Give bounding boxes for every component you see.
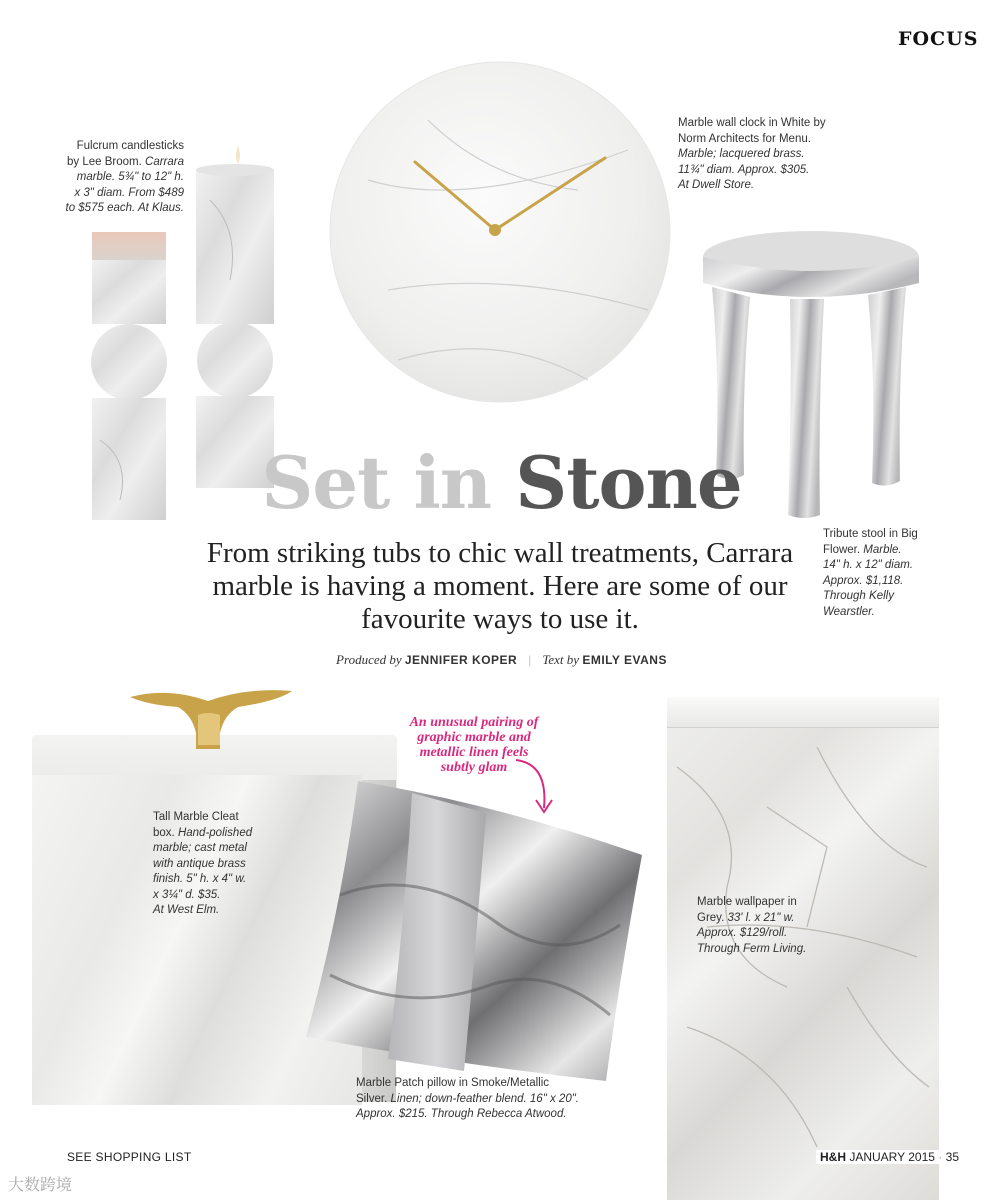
watermark: 大数跨境	[8, 1177, 73, 1194]
credits	[0, 652, 1003, 668]
credits-separator: |	[528, 652, 532, 667]
writer-name: EMILY EVANS	[582, 653, 667, 667]
text-label: Text by	[542, 652, 580, 667]
dek-text: From striking tubs to chic wall treatments, Carrara marble is having a moment. Here are some of our favourite ways to use it.	[206, 537, 794, 635]
stool-caption: Tribute stool in Big Flower. Marble. 14" h. x 12" diam. Approx. $1,118. Through Kelly Wearstler.	[823, 528, 918, 618]
see-shopping-list-link[interactable]: SEE SHOPPING LIST	[67, 1150, 192, 1164]
headline	[0, 440, 1003, 525]
pillow-image	[300, 775, 655, 1095]
folio	[816, 1150, 963, 1164]
section-label: FOCUS	[898, 28, 979, 50]
wallpaper-veins	[667, 727, 939, 1200]
wallpaper-roll-top	[667, 697, 939, 728]
headline-part-2: Stone	[515, 440, 742, 525]
folio-separator: ·	[938, 1150, 943, 1164]
wall-clock-image	[328, 60, 672, 404]
pillow-callout: An unusual pairing of graphic marble and metallic linen feels subtly glam	[409, 715, 539, 775]
candlesticks-caption: Fulcrum candlesticks by Lee Broom. Carrara marble. 5¾" to 12" h. x 3" diam. From $489 to $575 each. At Klaus.	[65, 140, 184, 214]
headline-part-1: Set in	[261, 440, 492, 525]
page-number: 35	[945, 1150, 959, 1164]
produced-label: Produced by	[336, 652, 402, 667]
issue-date: JANUARY 2015	[849, 1150, 935, 1164]
magazine-brand: H&H	[820, 1150, 846, 1164]
wallpaper-caption: Marble wallpaper in Grey. 33' l. x 21" w. Approx. $129/roll. Through Ferm Living.	[697, 896, 807, 955]
clock-caption: Marble wall clock in White by Norm Architects for Menu. Marble; lacquered brass. 11¾" diam. Approx. $305. At Dwell Store.	[678, 117, 826, 191]
producer-name: JENNIFER KOPER	[404, 653, 518, 667]
brass-cleat-handle	[128, 685, 298, 755]
pillow-caption: Marble Patch pillow in Smoke/Metallic Silver. Linen; down-feather blend. 16" x 20". Approx. $215. Through Rebecca Atwood.	[356, 1077, 579, 1120]
box-caption: Tall Marble Cleat box. Hand-polished marble; cast metal with antique brass finish. 5" h. x 4" w. x 3¼" d. $35. At West Elm.	[153, 811, 253, 916]
